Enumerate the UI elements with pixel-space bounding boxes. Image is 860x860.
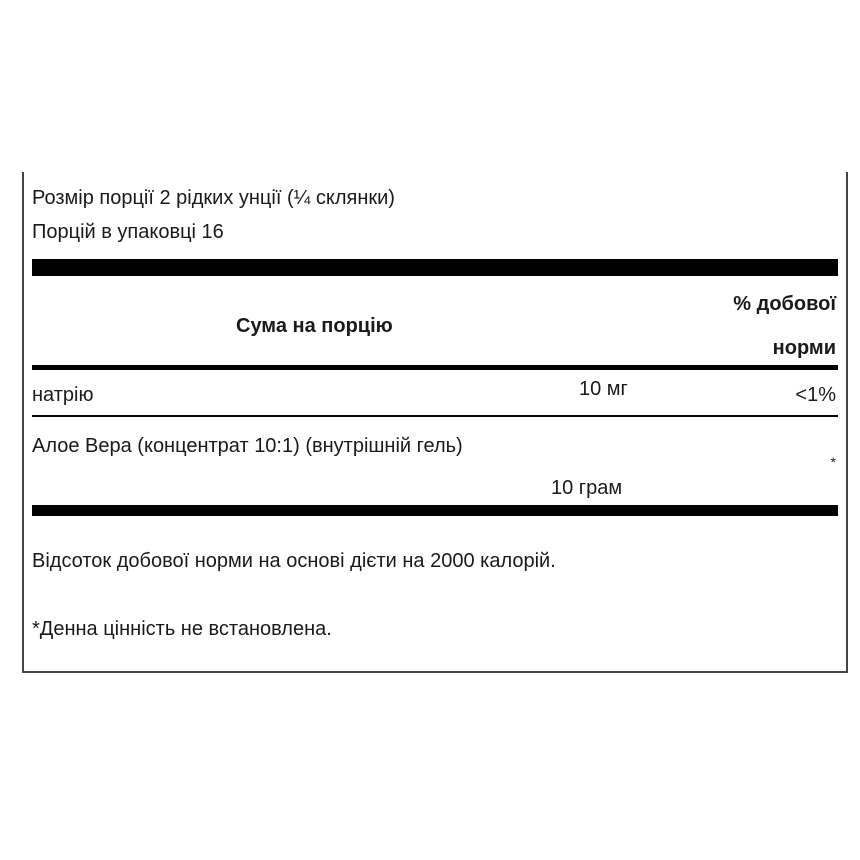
footnote-star: *Денна цінність не встановлена. [32,618,332,640]
row-aloe-dv: * [830,454,836,470]
row-aloe-amount: 10 грам [551,477,623,499]
row-sodium-amount: 10 мг [579,378,628,400]
supplement-facts-panel [22,172,848,673]
row-sodium-dv: <1% [795,384,836,406]
thick-divider-top [32,259,838,276]
daily-value-header-line1: % добової [733,293,836,315]
servings-per-container: Порцій в упаковці 16 [32,221,224,243]
serving-size: Розмір порції 2 рідких унції (¼ склянки) [32,187,395,209]
thick-divider-bottom [32,505,838,516]
thin-divider [32,415,838,417]
amount-per-serving-header: Сума на порцію [236,315,393,337]
row-sodium-name: натрію [32,384,94,406]
medium-divider [32,365,838,370]
daily-value-header-line2: норми [772,337,836,359]
row-aloe-name: Алое Вера (концентрат 10:1) (внутрішній гель) [32,435,463,457]
footnote-daily-value: Відсоток добової норми на основі дієти на 2000 калорій. [32,550,556,572]
